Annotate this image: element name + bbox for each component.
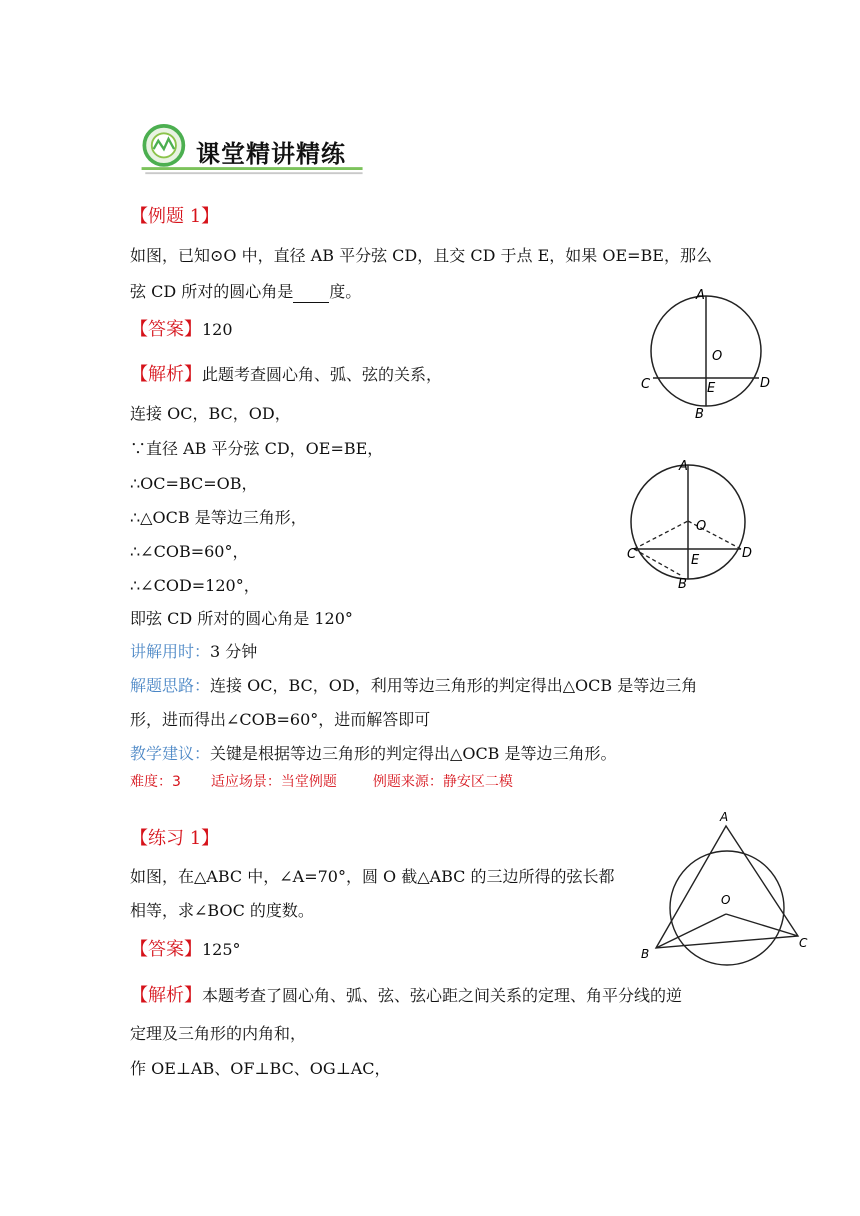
figure-circle-triangle-dashed [624,456,764,592]
svg-text:A: A [720,810,729,824]
section-title: 课堂精讲精练 [196,140,346,168]
analysis-step: 连接 OC，BC，OD， [130,404,291,423]
meta-row [130,771,513,793]
svg-text:A: A [696,288,705,303]
figure-triangle-circle [636,806,816,966]
svg-text:D: D [760,376,771,391]
time-row: 讲解用时：3 分钟 [130,642,258,661]
svg-text:C: C [641,377,651,392]
svg-text:B: B [641,947,650,961]
svg-text:E: E [707,381,716,396]
practice-analysis-line3: 作 OE⊥AB、OF⊥BC、OG⊥AC， [130,1059,391,1078]
practice-answer: 【答案】125° [130,939,241,960]
scenario: 适应场景：当堂例题 [210,774,337,790]
svg-text:B: B [678,577,687,592]
analysis-step: ∵直径 AB 平分弦 CD，OE=BE， [130,439,384,458]
figure-circle-diameter [638,285,788,425]
analysis-step: ∴∠COD=120°， [130,576,260,595]
example-question-line1: 如图，已知⊙O 中，直径 AB 平分弦 CD，且交 CD 于点 E，如果 OE=BE，那么 [130,246,712,265]
analysis-step: ∴∠COB=60°， [130,542,249,561]
example-question-line2: 弦 CD 所对的圆心角是 度。 [130,282,362,301]
example-tag: 【例题 1】 [130,206,220,227]
example-answer: 【答案】120 [130,319,233,340]
svg-text:A: A [679,459,688,474]
example-analysis: 【解析】此题考查圆心角、弧、弦的关系， [130,364,443,385]
svg-text:O: O [696,519,707,534]
difficulty: 难度：3 [130,774,181,790]
svg-text:C: C [799,936,808,950]
svg-text:E: E [691,553,700,568]
practice-analysis: 【解析】本题考查了圆心角、弧、弦、弦心距之间关系的定理、角平分线的逆 [130,985,683,1006]
analysis-step: 即弦 CD 所对的圆心角是 120° [130,609,353,628]
svg-text:B: B [695,407,704,422]
svg-text:D: D [742,546,753,561]
practice-question-line1: 如图，在△ABC 中，∠A=70°，圆 O 截△ABC 的三边所得的弦长都 [130,867,615,886]
practice-tag: 【练习 1】 [130,828,220,849]
analysis-step: ∴△OCB 是等边三角形， [130,508,307,527]
idea-row-continued: 形，进而得出∠COB=60°，进而解答即可 [130,710,431,729]
svg-text:C: C [627,547,637,562]
idea-row: 解题思路：连接 OC，BC，OD，利用等边三角形的判定得出△OCB 是等边三角 [130,676,698,695]
advice-row: 教学建议：关键是根据等边三角形的判定得出△OCB 是等边三角形。 [130,744,617,763]
svg-text:O: O [712,349,723,364]
practice-analysis-line2: 定理及三角形的内角和， [130,1024,307,1043]
svg-text:O: O [721,893,731,907]
answer-blank [293,286,329,303]
practice-question-line2: 相等，求∠BOC 的度数。 [130,901,314,920]
analysis-step: ∴OC=BC=OB， [130,474,258,493]
source: 例题来源：静安区二模 [372,774,513,790]
